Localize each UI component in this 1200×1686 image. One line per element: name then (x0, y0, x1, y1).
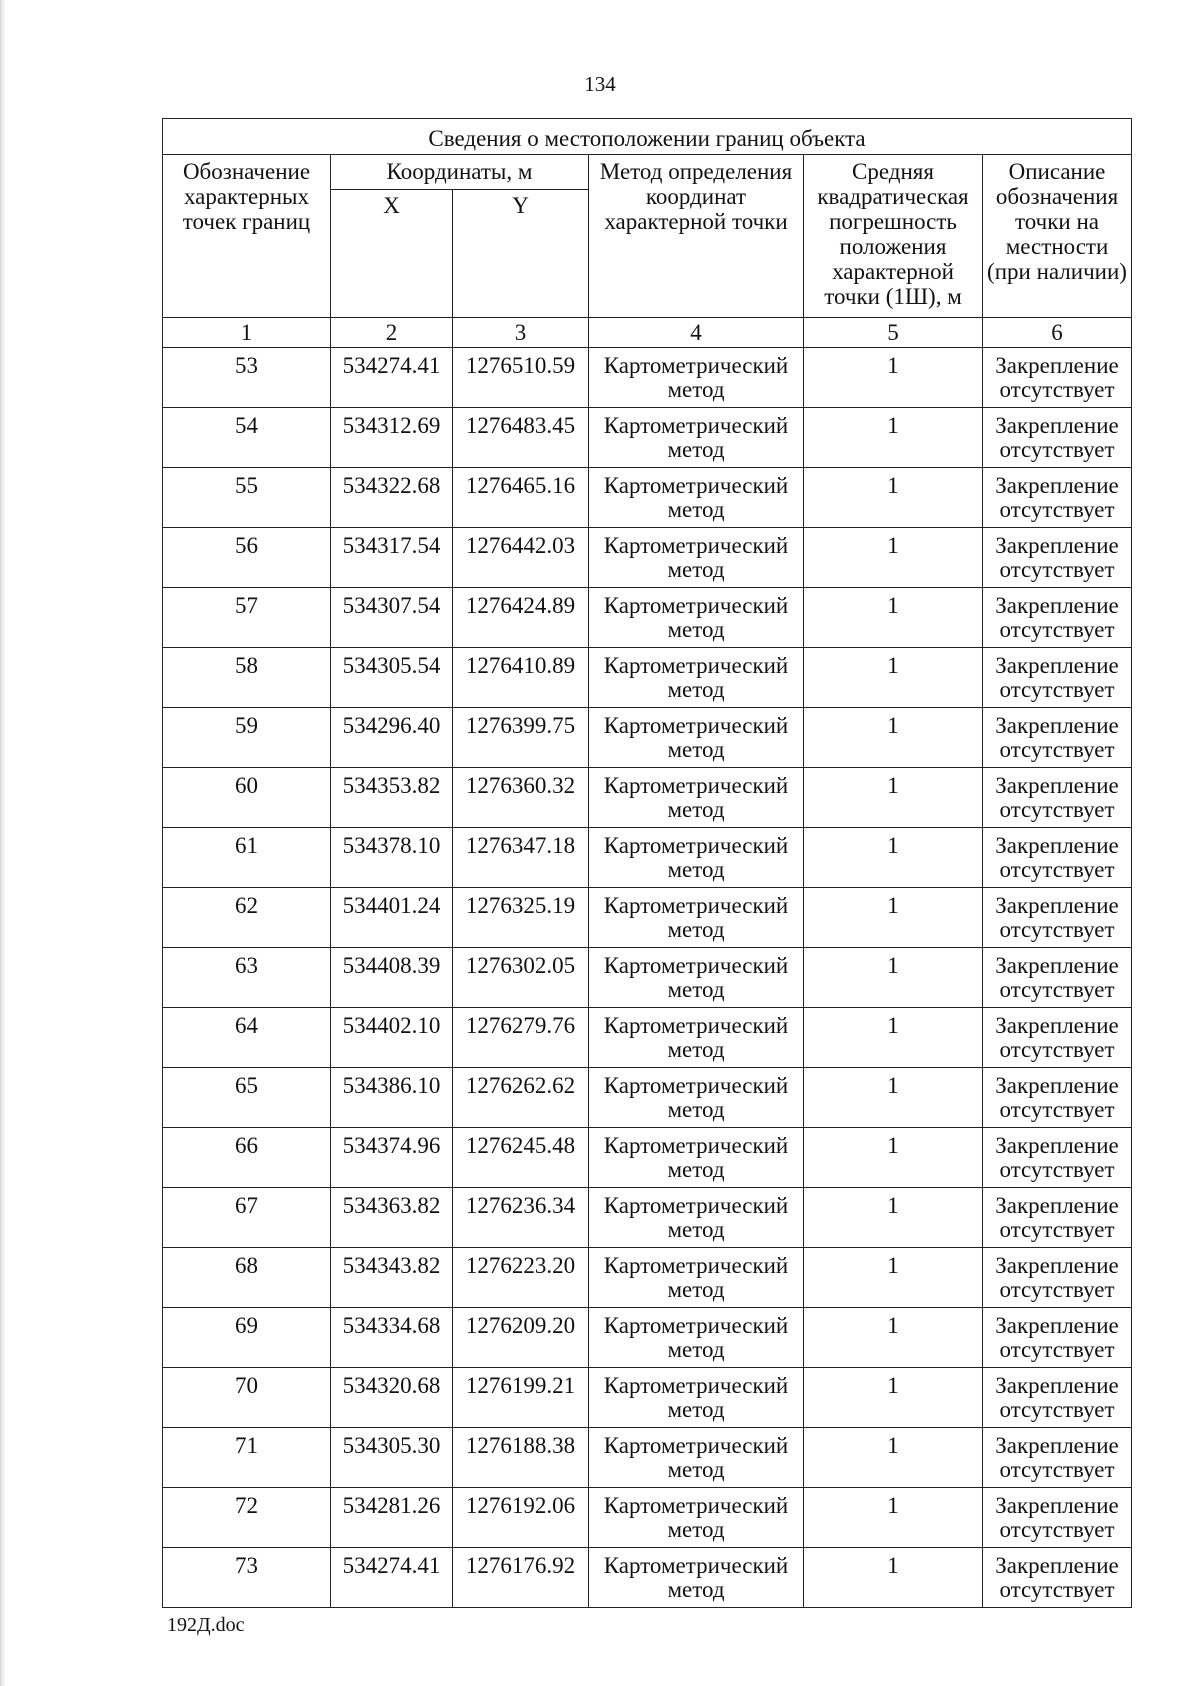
error-cell: 1 (804, 948, 983, 1008)
y-coordinate-cell: 1276399.75 (453, 708, 589, 768)
x-coordinate-cell: 534307.54 (331, 588, 453, 648)
point-cell: 68 (163, 1248, 331, 1308)
point-cell: 70 (163, 1368, 331, 1428)
table-row (163, 768, 1132, 828)
x-coordinate-cell: 534322.68 (331, 468, 453, 528)
method-cell: Картометрический метод (589, 708, 804, 768)
x-coordinate-cell: 534274.41 (331, 1548, 453, 1608)
method-cell: Картометрический метод (589, 1128, 804, 1188)
x-coordinate-cell: 534312.69 (331, 408, 453, 468)
error-cell: 1 (804, 1548, 983, 1608)
y-coordinate-cell: 1276347.18 (453, 828, 589, 888)
error-cell: 1 (804, 1428, 983, 1488)
y-coordinate-cell: 1276262.62 (453, 1068, 589, 1128)
header-designation: Обозначение характерных точек границ (163, 155, 331, 318)
table-row (163, 528, 1132, 588)
description-cell: Закрепление отсутствует (983, 1368, 1132, 1428)
table-row (163, 408, 1132, 468)
description-cell: Закрепление отсутствует (983, 468, 1132, 528)
method-cell: Картометрический метод (589, 1488, 804, 1548)
column-number: 4 (589, 318, 804, 348)
error-cell: 1 (804, 1308, 983, 1368)
table-row (163, 588, 1132, 648)
header-x: X (331, 190, 453, 318)
y-coordinate-cell: 1276410.89 (453, 648, 589, 708)
description-cell: Закрепление отсутствует (983, 528, 1132, 588)
method-cell: Картометрический метод (589, 1548, 804, 1608)
description-cell: Закрепление отсутствует (983, 948, 1132, 1008)
x-coordinate-cell: 534274.41 (331, 348, 453, 408)
y-coordinate-cell: 1276302.05 (453, 948, 589, 1008)
y-coordinate-cell: 1276360.32 (453, 768, 589, 828)
x-coordinate-cell: 534343.82 (331, 1248, 453, 1308)
description-cell: Закрепление отсутствует (983, 708, 1132, 768)
table-row (163, 648, 1132, 708)
header-error: Средняя квадратическая погрешность положения характерной точки (1Ш), м (804, 155, 983, 318)
error-cell: 1 (804, 768, 983, 828)
description-cell: Закрепление отсутствует (983, 1308, 1132, 1368)
error-cell: 1 (804, 1188, 983, 1248)
description-cell: Закрепление отсутствует (983, 1008, 1132, 1068)
x-coordinate-cell: 534374.96 (331, 1128, 453, 1188)
x-coordinate-cell: 534305.30 (331, 1428, 453, 1488)
table-row (163, 948, 1132, 1008)
boundary-table (162, 118, 1132, 1608)
error-cell: 1 (804, 1008, 983, 1068)
error-cell: 1 (804, 648, 983, 708)
table-row (163, 1128, 1132, 1188)
description-cell: Закрепление отсутствует (983, 588, 1132, 648)
table-row (163, 1308, 1132, 1368)
column-number: 1 (163, 318, 331, 348)
description-cell: Закрепление отсутствует (983, 1188, 1132, 1248)
y-coordinate-cell: 1276279.76 (453, 1008, 589, 1068)
table-row (163, 888, 1132, 948)
method-cell: Картометрический метод (589, 888, 804, 948)
table-row (163, 1008, 1132, 1068)
table-row (163, 1188, 1132, 1248)
method-cell: Картометрический метод (589, 468, 804, 528)
table-row (163, 1368, 1132, 1428)
x-coordinate-cell: 534363.82 (331, 1188, 453, 1248)
point-cell: 69 (163, 1308, 331, 1368)
point-cell: 63 (163, 948, 331, 1008)
error-cell: 1 (804, 588, 983, 648)
method-cell: Картометрический метод (589, 1188, 804, 1248)
x-coordinate-cell: 534353.82 (331, 768, 453, 828)
method-cell: Картометрический метод (589, 348, 804, 408)
method-cell: Картометрический метод (589, 768, 804, 828)
x-coordinate-cell: 534296.40 (331, 708, 453, 768)
x-coordinate-cell: 534408.39 (331, 948, 453, 1008)
x-coordinate-cell: 534305.54 (331, 648, 453, 708)
column-number: 3 (453, 318, 589, 348)
header-method: Метод определения координат характерной точки (589, 155, 804, 318)
footer-filename: 192Д.doc (167, 1614, 245, 1636)
column-number: 2 (331, 318, 453, 348)
table-row (163, 1068, 1132, 1128)
description-cell: Закрепление отсутствует (983, 1428, 1132, 1488)
table-row (163, 1428, 1132, 1488)
table-row (163, 1548, 1132, 1608)
y-coordinate-cell: 1276209.20 (453, 1308, 589, 1368)
description-cell: Закрепление отсутствует (983, 348, 1132, 408)
error-cell: 1 (804, 888, 983, 948)
point-cell: 65 (163, 1068, 331, 1128)
error-cell: 1 (804, 348, 983, 408)
method-cell: Картометрический метод (589, 948, 804, 1008)
table-row (163, 828, 1132, 888)
table-title: Сведения о местоположении границ объекта (163, 119, 1132, 155)
point-cell: 53 (163, 348, 331, 408)
error-cell: 1 (804, 1368, 983, 1428)
error-cell: 1 (804, 828, 983, 888)
header-coordinates: Координаты, м (331, 155, 589, 190)
page-number: 134 (584, 72, 616, 96)
method-cell: Картометрический метод (589, 588, 804, 648)
point-cell: 72 (163, 1488, 331, 1548)
x-coordinate-cell: 534378.10 (331, 828, 453, 888)
y-coordinate-cell: 1276192.06 (453, 1488, 589, 1548)
point-cell: 57 (163, 588, 331, 648)
point-cell: 61 (163, 828, 331, 888)
column-number: 6 (983, 318, 1132, 348)
y-coordinate-cell: 1276223.20 (453, 1248, 589, 1308)
description-cell: Закрепление отсутствует (983, 888, 1132, 948)
description-cell: Закрепление отсутствует (983, 1128, 1132, 1188)
y-coordinate-cell: 1276245.48 (453, 1128, 589, 1188)
point-cell: 73 (163, 1548, 331, 1608)
description-cell: Закрепление отсутствует (983, 1488, 1132, 1548)
column-number: 5 (804, 318, 983, 348)
point-cell: 67 (163, 1188, 331, 1248)
description-cell: Закрепление отсутствует (983, 1248, 1132, 1308)
y-coordinate-cell: 1276465.16 (453, 468, 589, 528)
x-coordinate-cell: 534334.68 (331, 1308, 453, 1368)
table-body (163, 348, 1132, 1608)
scan-edge (0, 0, 6, 1686)
point-cell: 55 (163, 468, 331, 528)
x-coordinate-cell: 534281.26 (331, 1488, 453, 1548)
description-cell: Закрепление отсутствует (983, 1548, 1132, 1608)
description-cell: Закрепление отсутствует (983, 828, 1132, 888)
error-cell: 1 (804, 1128, 983, 1188)
point-cell: 59 (163, 708, 331, 768)
point-cell: 60 (163, 768, 331, 828)
method-cell: Картометрический метод (589, 1428, 804, 1488)
error-cell: 1 (804, 408, 983, 468)
y-coordinate-cell: 1276236.34 (453, 1188, 589, 1248)
point-cell: 56 (163, 528, 331, 588)
point-cell: 62 (163, 888, 331, 948)
x-coordinate-cell: 534401.24 (331, 888, 453, 948)
description-cell: Закрепление отсутствует (983, 408, 1132, 468)
header-y: Y (453, 190, 589, 318)
description-cell: Закрепление отсутствует (983, 1068, 1132, 1128)
table-row (163, 468, 1132, 528)
method-cell: Картометрический метод (589, 1368, 804, 1428)
description-cell: Закрепление отсутствует (983, 648, 1132, 708)
x-coordinate-cell: 534317.54 (331, 528, 453, 588)
y-coordinate-cell: 1276188.38 (453, 1428, 589, 1488)
y-coordinate-cell: 1276442.03 (453, 528, 589, 588)
y-coordinate-cell: 1276510.59 (453, 348, 589, 408)
method-cell: Картометрический метод (589, 1248, 804, 1308)
method-cell: Картометрический метод (589, 1068, 804, 1128)
error-cell: 1 (804, 528, 983, 588)
error-cell: 1 (804, 708, 983, 768)
x-coordinate-cell: 534320.68 (331, 1368, 453, 1428)
point-cell: 54 (163, 408, 331, 468)
error-cell: 1 (804, 468, 983, 528)
y-coordinate-cell: 1276199.21 (453, 1368, 589, 1428)
point-cell: 58 (163, 648, 331, 708)
x-coordinate-cell: 534386.10 (331, 1068, 453, 1128)
point-cell: 71 (163, 1428, 331, 1488)
point-cell: 66 (163, 1128, 331, 1188)
method-cell: Картометрический метод (589, 408, 804, 468)
table-row (163, 1488, 1132, 1548)
x-coordinate-cell: 534402.10 (331, 1008, 453, 1068)
y-coordinate-cell: 1276325.19 (453, 888, 589, 948)
method-cell: Картометрический метод (589, 648, 804, 708)
point-cell: 64 (163, 1008, 331, 1068)
table-row (163, 1248, 1132, 1308)
method-cell: Картометрический метод (589, 828, 804, 888)
y-coordinate-cell: 1276483.45 (453, 408, 589, 468)
error-cell: 1 (804, 1488, 983, 1548)
column-number-row (163, 318, 1132, 348)
method-cell: Картометрический метод (589, 1308, 804, 1368)
header-description: Описание обозначения точки на местности (при наличии) (983, 155, 1132, 318)
y-coordinate-cell: 1276176.92 (453, 1548, 589, 1608)
method-cell: Картометрический метод (589, 528, 804, 588)
y-coordinate-cell: 1276424.89 (453, 588, 589, 648)
method-cell: Картометрический метод (589, 1008, 804, 1068)
description-cell: Закрепление отсутствует (983, 768, 1132, 828)
error-cell: 1 (804, 1248, 983, 1308)
error-cell: 1 (804, 1068, 983, 1128)
table-row (163, 708, 1132, 768)
table-row (163, 348, 1132, 408)
